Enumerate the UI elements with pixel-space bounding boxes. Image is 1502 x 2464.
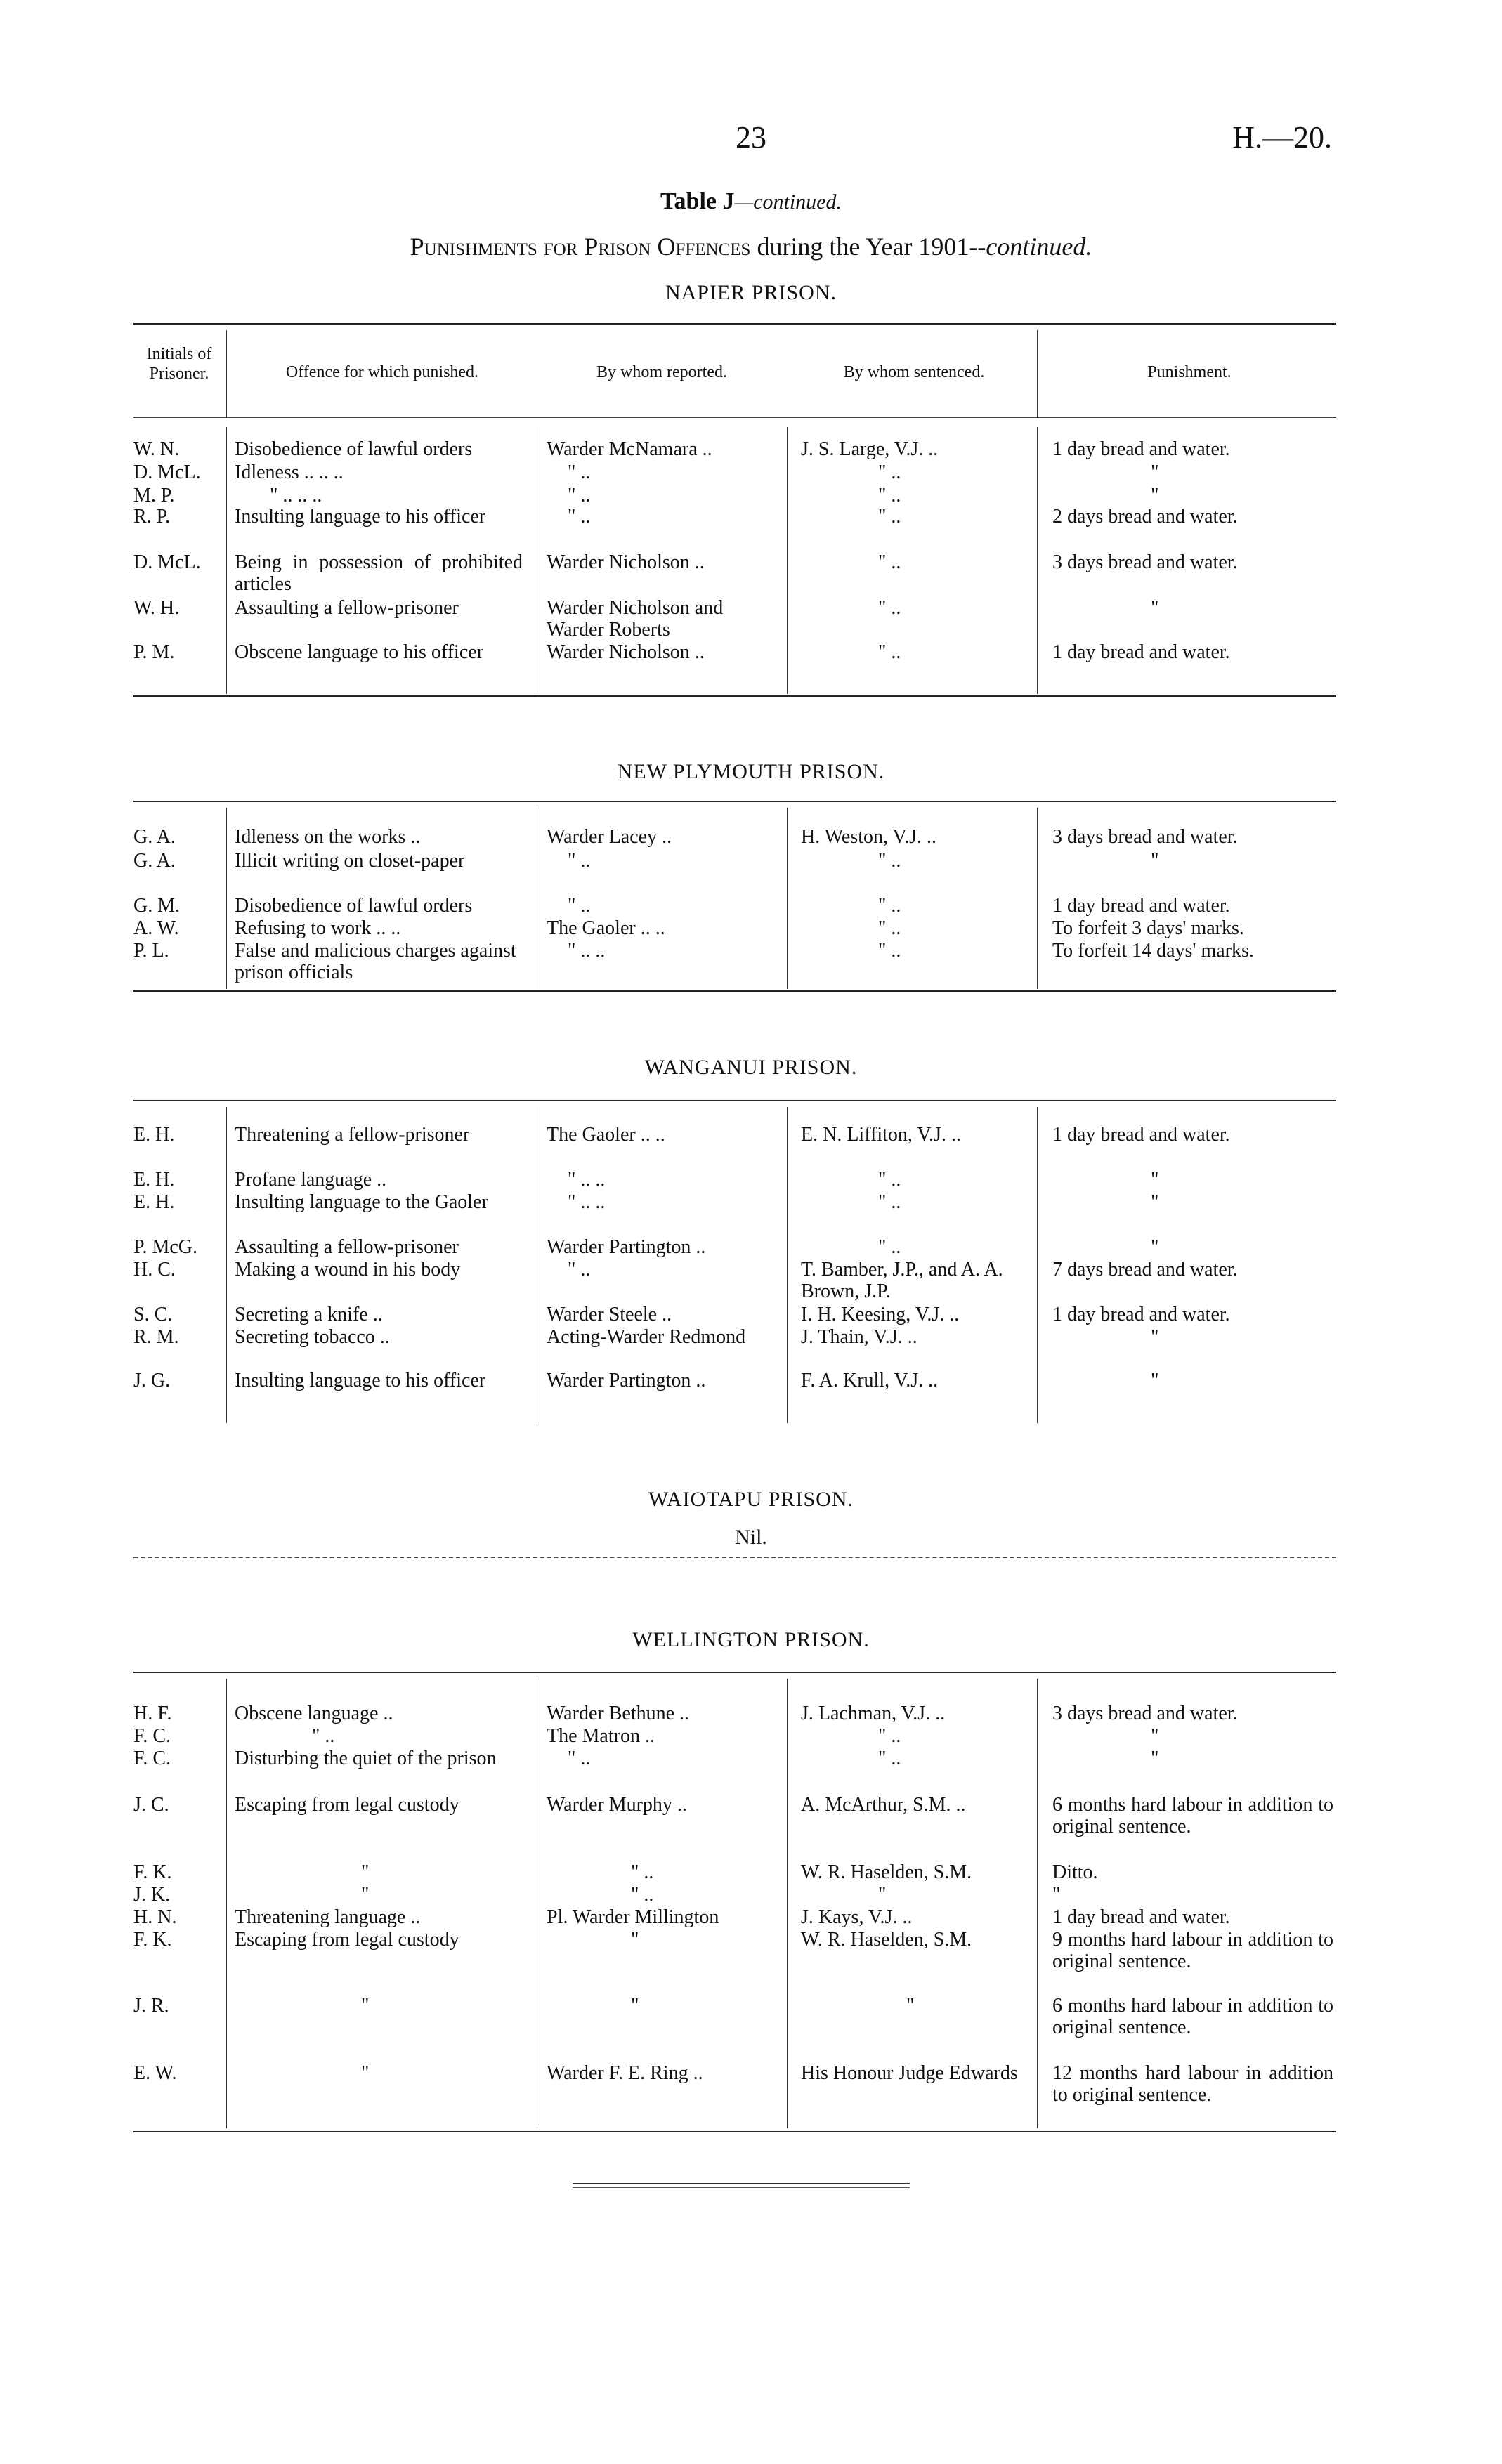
prison-heading-wanganui: WANGANUI PRISON. [644, 1056, 858, 1079]
page-number: 23 [736, 120, 766, 155]
sentenced-cell: " [906, 1995, 915, 2017]
column-header-reported: By whom reported. [596, 363, 727, 381]
table-title [0, 188, 1502, 215]
punishment-cell: " [1151, 485, 1159, 506]
column-divider [226, 808, 227, 989]
offence-cell: " [361, 2062, 370, 2084]
punishment-cell: To forfeit 14 days' marks. [1052, 940, 1254, 962]
reported-cell: Warder Bethune .. [547, 1703, 689, 1724]
punishment-cell: " [1151, 1370, 1159, 1391]
initials-cell: F. K. [133, 1929, 172, 1951]
subtitle-continued: -continued. [977, 232, 1092, 261]
column-header-initials: Initials of Prisoner. [146, 345, 212, 383]
sentenced-cell: " .. [878, 1169, 901, 1191]
header-divider [1037, 330, 1038, 417]
initials-cell: F. C. [133, 1725, 171, 1747]
initials-cell: P. McG. [133, 1236, 198, 1258]
reported-cell: Warder Partington .. [547, 1370, 706, 1391]
offence-cell: Threatening language .. [235, 1906, 421, 1928]
offence-cell: " [361, 1995, 370, 2017]
reported-cell: " .. [568, 850, 591, 872]
reported-cell: Warder Lacey .. [547, 826, 672, 848]
prison-heading-wellington: WELLINGTON PRISON. [632, 1628, 870, 1651]
sentenced-cell: " .. [878, 1748, 901, 1769]
punishment-cell: " [1151, 461, 1159, 483]
column-header-punishment: Punishment. [1147, 363, 1232, 381]
punishment-cell: 2 days bread and water. [1052, 506, 1238, 527]
column-header-sentenced: By whom sentenced. [843, 363, 985, 381]
sentenced-cell: T. Bamber, J.P., and A. A. Brown, J.P. [801, 1259, 1003, 1302]
punishment-cell: 6 months hard labour in addition to original sentence. [1052, 1995, 1333, 2038]
sentenced-cell: " [878, 1884, 887, 1906]
offence-cell: Profane language .. [235, 1169, 387, 1191]
sentenced-cell: I. H. Keesing, V.J. .. [801, 1304, 960, 1325]
reported-cell: Warder F. E. Ring .. [547, 2062, 703, 2084]
punishment-cell: 7 days bread and water. [1052, 1259, 1238, 1280]
offence-cell: Making a wound in his body [235, 1259, 461, 1280]
initials-cell: P. L. [133, 940, 169, 962]
header-divider [226, 330, 227, 417]
reported-cell: " [631, 1929, 639, 1951]
table-title-main: Table J [660, 188, 735, 214]
offence-cell: Disturbing the quiet of the prison [235, 1748, 497, 1769]
reported-cell: Warder Partington .. [547, 1236, 706, 1258]
reported-cell: The Matron .. [547, 1725, 655, 1747]
reported-cell: " .. [568, 461, 591, 483]
offence-cell: Assaulting a fellow-prisoner [235, 597, 459, 619]
column-divider [226, 1107, 227, 1423]
offence-cell: Disobedience of lawful orders [235, 895, 473, 917]
initials-cell: E. H. [133, 1169, 175, 1191]
initials-cell: H. N. [133, 1906, 177, 1928]
table-subtitle [0, 232, 1502, 261]
sentenced-cell: His Honour Judge Edwards [801, 2062, 1018, 2084]
reported-cell: Warder Steele .. [547, 1304, 672, 1325]
reported-cell: " .. .. [568, 1169, 606, 1191]
rule [133, 1557, 1336, 1558]
sentenced-cell: J. S. Large, V.J. .. [801, 438, 939, 460]
reported-cell: Acting-Warder Redmond [547, 1326, 746, 1348]
sentenced-cell: " .. [878, 1236, 901, 1258]
initials-cell: D. McL. [133, 551, 201, 573]
reported-cell: " [631, 1995, 639, 2017]
initials-cell: A. W. [133, 917, 179, 939]
sentenced-cell: " .. [878, 850, 901, 872]
initials-cell: P. M. [133, 641, 175, 663]
sentenced-cell: " .. [878, 641, 901, 663]
column-divider [226, 1679, 227, 2128]
initials-cell: S. C. [133, 1304, 173, 1325]
initials-cell: E. H. [133, 1191, 175, 1213]
punishment-cell: " [1151, 850, 1159, 872]
sentenced-cell: " .. [878, 917, 901, 939]
punishment-cell: " [1151, 1169, 1159, 1191]
offence-cell: " .. .. .. [270, 485, 322, 506]
punishment-cell: 1 day bread and water. [1052, 1304, 1230, 1325]
column-divider [1037, 1107, 1038, 1423]
initials-cell: J. G. [133, 1370, 171, 1391]
reported-cell: The Gaoler .. .. [547, 917, 665, 939]
footer-rule [573, 2187, 910, 2188]
punishment-cell: " [1151, 1748, 1159, 1769]
prison-heading-waiotapu: WAIOTAPU PRISON. [648, 1488, 854, 1511]
punishment-cell: 1 day bread and water. [1052, 1124, 1230, 1146]
offence-cell: Being in possession of prohibited articles [235, 551, 523, 595]
sentenced-cell: " .. [878, 461, 901, 483]
rule [133, 801, 1336, 802]
document-reference: H.—20. [1232, 120, 1332, 155]
initials-cell: J. K. [133, 1884, 171, 1906]
offence-cell: Threatening a fellow-prisoner [235, 1124, 470, 1146]
rule [133, 1672, 1336, 1673]
prison-heading-napier: NAPIER PRISON. [665, 281, 837, 304]
reported-cell: Warder Nicholson .. [547, 551, 705, 573]
initials-cell: M. P. [133, 485, 175, 506]
rule [133, 2131, 1336, 2132]
reported-cell: The Gaoler .. .. [547, 1124, 665, 1146]
initials-cell: G. M. [133, 895, 181, 917]
rule [133, 695, 1336, 697]
reported-cell: " .. [568, 506, 591, 527]
offence-cell: Escaping from legal custody [235, 1794, 459, 1816]
offence-cell: Obscene language .. [235, 1703, 393, 1724]
initials-cell: F. K. [133, 1861, 172, 1883]
initials-cell: F. C. [133, 1748, 171, 1769]
offence-cell: " [361, 1861, 370, 1883]
offence-cell: Escaping from legal custody [235, 1929, 459, 1951]
prison-heading-new-plymouth: NEW PLYMOUTH PRISON. [617, 760, 885, 783]
punishment-cell: " [1151, 1725, 1159, 1747]
reported-cell: Warder Nicholson and Warder Roberts [547, 597, 724, 641]
punishment-cell: 1 day bread and water. [1052, 895, 1230, 917]
initials-cell: J. C. [133, 1794, 169, 1816]
initials-cell: R. P. [133, 506, 171, 527]
initials-cell: H. F. [133, 1703, 172, 1724]
sentenced-cell: J. Thain, V.J. .. [801, 1326, 917, 1348]
punishment-cell: " [1151, 1236, 1159, 1258]
nil-entry: Nil. [735, 1526, 767, 1549]
reported-cell: Warder Nicholson .. [547, 641, 705, 663]
sentenced-cell: W. R. Haselden, S.M. [801, 1929, 972, 1951]
offence-cell: Insulting language to his officer [235, 506, 486, 527]
sentenced-cell: A. McArthur, S.M. .. [801, 1794, 966, 1816]
initials-cell: E. W. [133, 2062, 177, 2084]
punishment-cell: 6 months hard labour in addition to original sentence. [1052, 1794, 1333, 1837]
sentenced-cell: " .. [878, 551, 901, 573]
rule [133, 323, 1336, 325]
sentenced-cell: H. Weston, V.J. .. [801, 826, 937, 848]
offence-cell: Insulting language to the Gaoler [235, 1191, 488, 1213]
punishment-cell: To forfeit 3 days' marks. [1052, 917, 1244, 939]
initials-cell: D. McL. [133, 461, 201, 483]
offence-cell: Illicit writing on closet-paper [235, 850, 465, 872]
sentenced-cell: F. A. Krull, V.J. .. [801, 1370, 939, 1391]
sentenced-cell: " .. [878, 1725, 901, 1747]
initials-cell: J. R. [133, 1995, 169, 2017]
punishment-cell: " [1052, 1884, 1061, 1906]
column-divider [226, 427, 227, 694]
offence-cell: Secreting a knife .. [235, 1304, 383, 1325]
column-header-offence: Offence for which punished. [285, 363, 479, 381]
punishment-cell: 1 day bread and water. [1052, 438, 1230, 460]
table-title-continued: —continued. [734, 190, 842, 214]
offence-cell: Insulting language to his officer [235, 1370, 486, 1391]
initials-cell: H. C. [133, 1259, 176, 1280]
initials-cell: G. A. [133, 826, 176, 848]
reported-cell: " .. [568, 485, 591, 506]
sentenced-cell: J. Kays, V.J. .. [801, 1906, 913, 1928]
punishment-cell: Ditto. [1052, 1861, 1098, 1883]
punishment-cell: 1 day bread and water. [1052, 1906, 1230, 1928]
offence-cell: " .. [312, 1725, 335, 1747]
offence-cell: False and malicious charges against prison officials [235, 940, 516, 983]
punishment-cell: 12 months hard labour in addition to original sentence. [1052, 2062, 1333, 2106]
sentenced-cell: " .. [878, 940, 901, 962]
offence-cell: Obscene language to his officer [235, 641, 484, 663]
offence-cell: Assaulting a fellow-prisoner [235, 1236, 459, 1258]
rule [133, 1100, 1336, 1101]
offence-cell: Idleness .. .. .. [235, 461, 344, 483]
sentenced-cell: J. Lachman, V.J. .. [801, 1703, 946, 1724]
punishment-cell: 3 days bread and water. [1052, 551, 1238, 573]
reported-cell: " .. [568, 1259, 591, 1280]
initials-cell: E. H. [133, 1124, 175, 1146]
sentenced-cell: E. N. Liffiton, V.J. .. [801, 1124, 961, 1146]
reported-cell: Warder Murphy .. [547, 1794, 687, 1816]
initials-cell: R. M. [133, 1326, 179, 1348]
sentenced-cell: " .. [878, 597, 901, 619]
reported-cell: " .. [631, 1861, 654, 1883]
rule [133, 417, 1336, 418]
initials-cell: G. A. [133, 850, 176, 872]
punishment-cell: " [1151, 597, 1159, 619]
offence-cell: " [361, 1884, 370, 1906]
initials-cell: W. H. [133, 597, 180, 619]
reported-cell: " .. [631, 1884, 654, 1906]
sentenced-cell: W. R. Haselden, S.M. [801, 1861, 972, 1883]
punishment-cell: " [1151, 1326, 1159, 1348]
sentenced-cell: " .. [878, 895, 901, 917]
reported-cell: Pl. Warder Millington [547, 1906, 719, 1928]
reported-cell: " .. [568, 1748, 591, 1769]
offence-cell: Disobedience of lawful orders [235, 438, 473, 460]
punishment-cell: 9 months hard labour in addition to original sentence. [1052, 1929, 1333, 1972]
punishment-cell: 3 days bread and water. [1052, 1703, 1238, 1724]
offence-cell: Secreting tobacco .. [235, 1326, 390, 1348]
sentenced-cell: " .. [878, 506, 901, 527]
subtitle-smallcaps: Punishments for Prison Offences [410, 232, 751, 261]
subtitle-mid: during the Year 1901- [750, 232, 978, 261]
reported-cell: " .. [568, 895, 591, 917]
offence-cell: Refusing to work .. .. [235, 917, 401, 939]
sentenced-cell: " .. [878, 485, 901, 506]
offence-cell: Idleness on the works .. [235, 826, 421, 848]
reported-cell: Warder McNamara .. [547, 438, 712, 460]
punishment-cell: 3 days bread and water. [1052, 826, 1238, 848]
initials-cell: W. N. [133, 438, 180, 460]
footer-rule [573, 2183, 910, 2184]
reported-cell: " .. .. [568, 1191, 606, 1213]
punishment-cell: 1 day bread and water. [1052, 641, 1230, 663]
punishment-cell: " [1151, 1191, 1159, 1213]
sentenced-cell: " .. [878, 1191, 901, 1213]
reported-cell: " .. .. [568, 940, 606, 962]
rule [133, 990, 1336, 992]
